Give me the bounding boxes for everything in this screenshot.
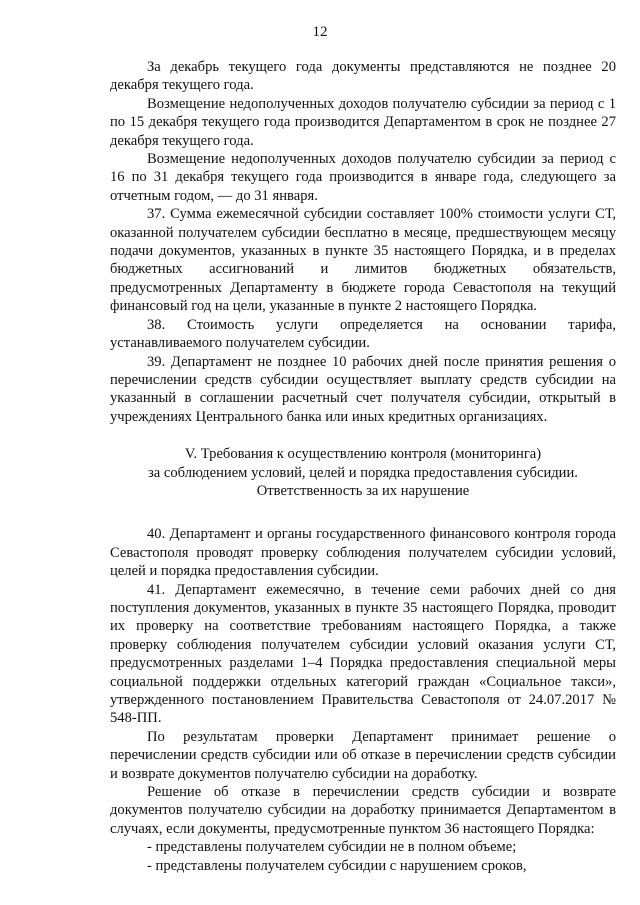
section-heading-line-2: за соблюдением условий, целей и порядка предоставления субсидии. xyxy=(148,464,578,481)
paragraph-reimbursement-16-31: Возмещение недополученных доходов получателю субсидии за период с 16 по 31 декабря текущего года производится в январе года, следующего за отчетным годом, — до 31 января. xyxy=(110,151,616,204)
section-heading-line-3: Ответственность за их нарушение xyxy=(256,482,470,499)
paragraph-41: 41. Департамент ежемесячно, в течение семи рабочих дней со дня поступления документов, указанных в пункте 35 настоящего Порядка, проводит их проверку на соответствие требованиям настоящего Порядка, а также проверку соблюдения получателем субсидии условий оказания услуги СТ, предусмотренных разделами 1–4 Порядка предоставления специальной меры социальной поддержки отдельных категорий граждан «Социальное такси», утвержденного постановлением Правительства Севастополя от 24.07.2017 № 548-ПП. xyxy=(110,581,616,727)
paragraph-reimbursement-1-15: Возмещение недополученных доходов получателю субсидии за период с 1 по 15 декабря текущего года производится Департаментом в срок не позднее 27 декабря текущего года. xyxy=(110,95,616,149)
document-body xyxy=(110,58,616,875)
section-heading-line-1: V. Требования к осуществлению контроля (мониторинга) xyxy=(184,446,542,463)
paragraph-refusal-decision: Решение об отказе в перечислении средств субсидии и возврате документов получателю субсидии на доработку принимается Департаментом в случаях, если документы, предусмотренные пунктом 36 настоящего Порядка: xyxy=(110,784,616,837)
list-item: - представлены получателем субсидии не в полном объеме; xyxy=(147,839,517,856)
list-item: - представлены получателем субсидии с нарушением сроков, xyxy=(147,857,527,874)
paragraph-39: 39. Департамент не позднее 10 рабочих дней после принятия решения о перечислении средств субсидии осуществляет выплату средств субсидии на указанный в соглашении расчетный счет получателя субсидии, открытый в учреждениях Центрального банка или иных кредитных организациях. xyxy=(110,353,616,425)
paragraph-40: 40. Департамент и органы государственного финансового контроля города Севастополя проводят проверку соблюдения получателем субсидии условий, целей и порядка предоставления субсидии. xyxy=(110,526,616,580)
section-heading xyxy=(110,445,616,500)
paragraph-check-results: По результатам проверки Департамент принимает решение о перечислении средств субсидии или об отказе в перечислении средств субсидии и возврате документов получателю субсидии на доработку. xyxy=(110,728,616,782)
paragraph-38: 38. Стоимость услуги определяется на основании тарифа, устанавливаемого получателем субсидии. xyxy=(110,316,616,352)
paragraph-december-deadline: За декабрь текущего года документы представляются не позднее 20 декабря текущего года. xyxy=(110,59,616,94)
paragraph-37: 37. Сумма ежемесячной субсидии составляет 100% стоимости услуги СТ, оказанной получателем субсидии бесплатно в месяце, предшествующем месяцу подачи документов, указанных в пункте 35 настоящего Порядка, и в пределах бюджетных ассигнований и лимитов бюджетных обязательств, предусмотренных Департаменту в бюджете города Севастополя на текущий финансовый год на цели, указанные в пункте 2 настоящего Порядка. xyxy=(110,206,616,315)
page-number: 12 xyxy=(312,24,328,40)
